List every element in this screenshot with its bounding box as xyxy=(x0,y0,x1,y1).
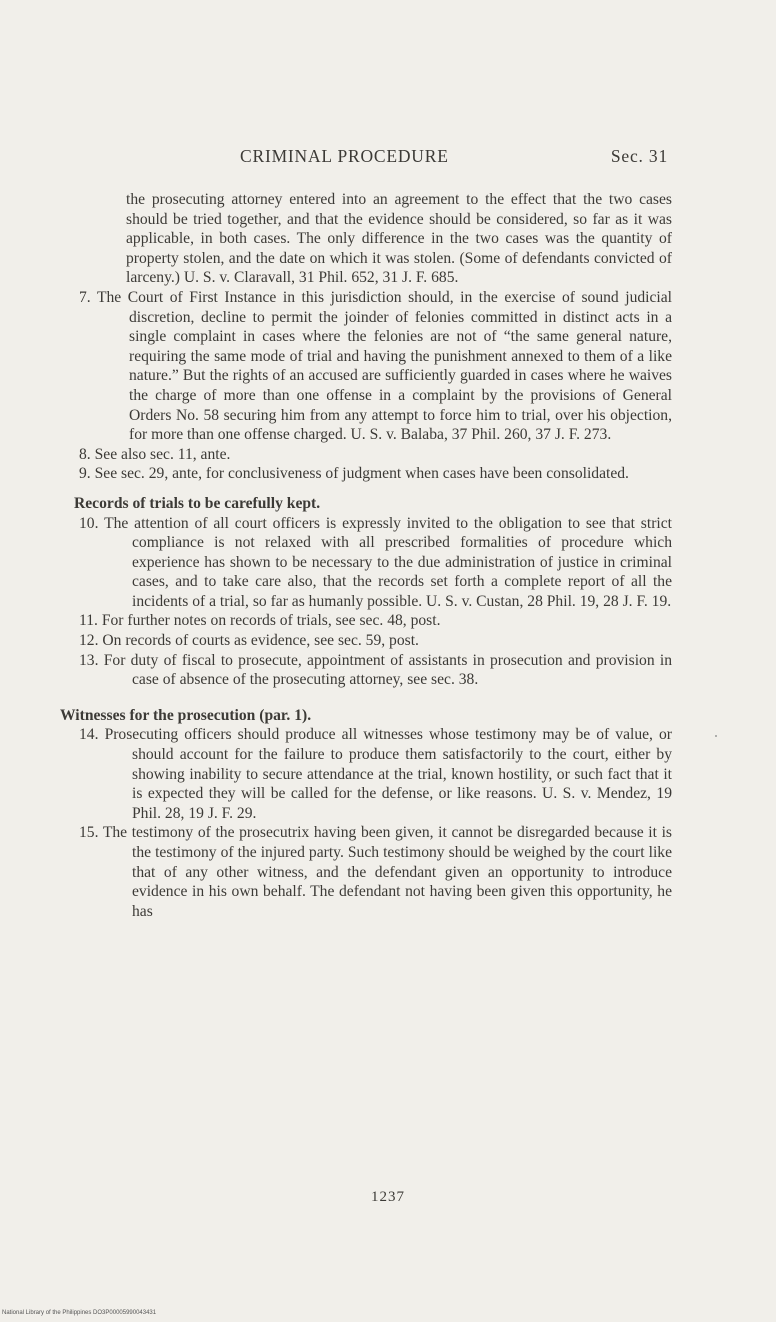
list-item xyxy=(60,651,672,690)
item-number: 11. xyxy=(79,612,98,630)
page-number: 1237 xyxy=(371,1189,405,1205)
item-number: 10. xyxy=(79,514,99,532)
running-head-section: Sec. 31 xyxy=(610,146,668,166)
continuation-paragraph: the prosecuting attorney entered into an agreement to the effect that the two cases should be tried together, and that the evidence should be considered, so far as it was applicable, in both cases. The only difference in the two cases was the quantity of property stolen, and the date on which it was stolen. (Some of defendants convicted of larceny.) U. S. v. Claravall, 31 Phil. 652, 31 J. F. 685. xyxy=(126,191,672,287)
list-item xyxy=(60,464,672,484)
section-heading: Witnesses for the prosecution (par. 1). xyxy=(60,706,312,724)
item-number: 13. xyxy=(79,651,99,669)
item-number: 15. xyxy=(79,824,99,842)
list-item xyxy=(60,725,672,823)
item-text: The Court of First Instance in this jurisdiction should, in the exercise of sound judicial discretion, decline to permit the joinder of felonies committed in distinct acts in a single complaint in cases where the felonies are not of “the same general nature, requiring the same mode of trial and having the punishment annexed to them of a like nature.” But the rights of an accused are sufficiently guarded in cases where he waives the charge of more than one offense in a complaint by the provisions of General Orders No. 58 securing him from any attempt to force him to trial, over his objection, for more than one offense charged. U. S. v. Balaba, 37 Phil. 260, 37 J. F. 273. xyxy=(96,288,673,444)
running-head xyxy=(80,146,670,168)
list-item xyxy=(60,611,672,631)
list-item xyxy=(60,823,672,921)
item-text: See also sec. 11, ante. xyxy=(94,445,231,463)
body-text xyxy=(60,190,672,921)
item-text: The testimony of the prosecutrix having been given, it cannot be disregarded because it is the testimony of the injured party. Such testimony should be weighed by the court like that of any other witness, and the defendant given an opportunity to introduce evidence in his own behalf. The defendant not having been given this opportunity, he has xyxy=(102,824,672,920)
item-text: For further notes on records of trials, see sec. 48, post. xyxy=(101,612,441,630)
scan-speck xyxy=(715,735,717,737)
section-heading: Records of trials to be carefully kept. xyxy=(74,494,321,512)
item-number: 12. xyxy=(79,632,99,650)
item-number: 14. xyxy=(79,726,99,744)
scan-footer: National Library of the Philippines DO3P00005990043431 xyxy=(2,1310,157,1316)
list-item xyxy=(60,631,672,651)
item-number: 8. xyxy=(79,445,91,463)
item-text: On records of courts as evidence, see sec. 59, post. xyxy=(102,632,419,650)
list-item xyxy=(60,514,672,612)
item-text: See sec. 29, ante, for conclusiveness of judgment when cases have been consolidated. xyxy=(94,465,629,483)
list-item xyxy=(60,288,672,445)
item-text: Prosecuting officers should produce all witnesses whose testimony may be of value, or should account for the failure to produce them satisfactorily to the court, either by showing inability to secure attendance at the trial, known hostility, or such fact that it is expected they will be called for the defense, or like reasons. U. S. v. Mendez, 19 Phil. 28, 19 J. F. 29. xyxy=(104,726,672,822)
item-number: 9. xyxy=(79,465,91,483)
list-item xyxy=(60,445,672,465)
item-text: The attention of all court officers is expressly invited to the obligation to see that strict compliance is not relaxed with all prescribed formalities of procedure which experience has shown to be necessary to the due administration of justice in criminal cases, and to take care also, that the records set forth a complete report of all the incidents of a trial, so far as humanly possible. U. S. v. Custan, 28 Phil. 19, 28 J. F. 19. xyxy=(104,514,672,610)
item-number: 7. xyxy=(79,288,91,306)
item-text: For duty of fiscal to prosecute, appointment of assistants in prosecution and provision in case of absence of the prosecuting attorney, see sec. 38. xyxy=(103,651,672,689)
running-head-title: CRIMINAL PROCEDURE xyxy=(240,146,449,166)
